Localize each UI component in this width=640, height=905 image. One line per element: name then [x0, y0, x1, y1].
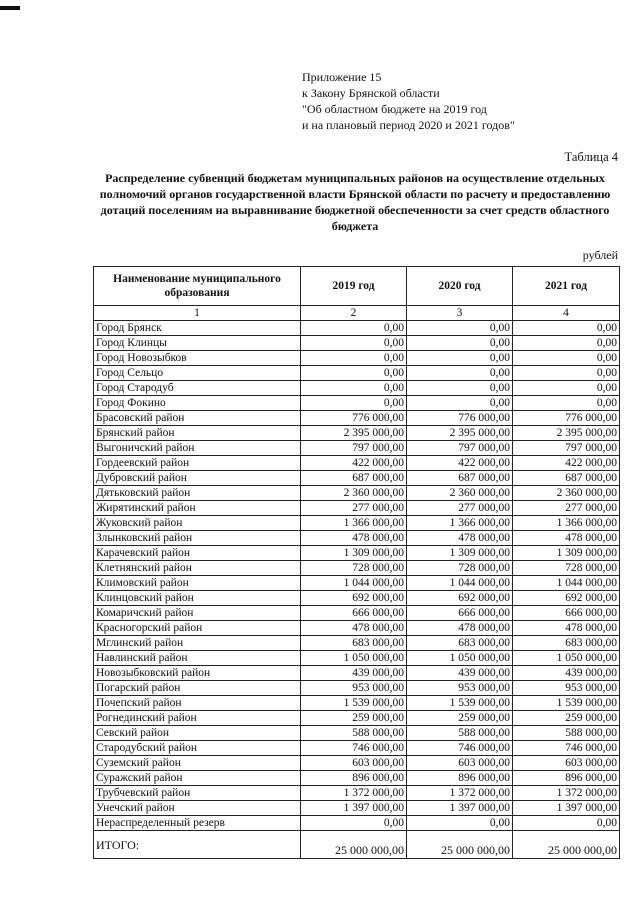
appendix-line-4: и на плановый период 2020 и 2021 годов" [302, 118, 515, 132]
table-row [94, 396, 620, 411]
value-2020: 1 309 000,00 [407, 546, 513, 561]
value-2019: 422 000,00 [301, 456, 407, 471]
table-row [94, 366, 620, 381]
table-row [94, 471, 620, 486]
value-2021: 0,00 [513, 396, 620, 411]
table-row [94, 426, 620, 441]
table-row [94, 441, 620, 456]
value-2020: 0,00 [407, 336, 513, 351]
municipality-name: Рогнединский район [94, 711, 301, 726]
value-2020: 1 044 000,00 [407, 576, 513, 591]
value-2021: 746 000,00 [513, 741, 620, 756]
value-2021: 478 000,00 [513, 531, 620, 546]
value-2021: 422 000,00 [513, 456, 620, 471]
table-row [94, 606, 620, 621]
value-2021: 1 366 000,00 [513, 516, 620, 531]
value-2021: 953 000,00 [513, 681, 620, 696]
table-row [94, 771, 620, 786]
value-2021: 1 044 000,00 [513, 576, 620, 591]
appendix-line-1: Приложение 15 [302, 70, 382, 84]
value-2021: 683 000,00 [513, 636, 620, 651]
value-2020: 692 000,00 [407, 591, 513, 606]
value-2021: 1 372 000,00 [513, 786, 620, 801]
value-2019: 1 044 000,00 [301, 576, 407, 591]
table-row [94, 486, 620, 501]
municipality-name: Город Новозыбков [94, 351, 301, 366]
header-2021: 2021 год [513, 267, 620, 306]
value-2020: 0,00 [407, 381, 513, 396]
header-2020: 2020 год [407, 267, 513, 306]
value-2021: 687 000,00 [513, 471, 620, 486]
table-row [94, 681, 620, 696]
value-2019: 277 000,00 [301, 501, 407, 516]
value-2019: 25 000 000,00 [301, 831, 407, 859]
value-2019: 0,00 [301, 396, 407, 411]
value-2019: 728 000,00 [301, 561, 407, 576]
value-2019: 692 000,00 [301, 591, 407, 606]
value-2021: 2 360 000,00 [513, 486, 620, 501]
value-2020: 277 000,00 [407, 501, 513, 516]
value-2021: 776 000,00 [513, 411, 620, 426]
value-2021: 478 000,00 [513, 621, 620, 636]
column-number: 4 [513, 306, 620, 321]
header-2019: 2019 год [301, 267, 407, 306]
value-2021: 277 000,00 [513, 501, 620, 516]
value-2020: 478 000,00 [407, 621, 513, 636]
value-2019: 478 000,00 [301, 621, 407, 636]
value-2020: 896 000,00 [407, 771, 513, 786]
table-row [94, 411, 620, 426]
value-2021: 692 000,00 [513, 591, 620, 606]
value-2019: 1 539 000,00 [301, 696, 407, 711]
table-row [94, 711, 620, 726]
municipality-name: Мглинский район [94, 636, 301, 651]
table-row [94, 801, 620, 816]
value-2019: 0,00 [301, 336, 407, 351]
column-number: 1 [94, 306, 301, 321]
column-number-row [94, 306, 620, 321]
value-2019: 953 000,00 [301, 681, 407, 696]
municipality-name: Красногорский район [94, 621, 301, 636]
value-2021: 259 000,00 [513, 711, 620, 726]
value-2019: 1 372 000,00 [301, 786, 407, 801]
municipality-name: Дятьковский район [94, 486, 301, 501]
appendix-line-3: "Об областном бюджете на 2019 год [302, 102, 487, 116]
value-2019: 0,00 [301, 816, 407, 831]
appendix-line-2: к Закону Брянской области [302, 86, 440, 100]
value-2021: 728 000,00 [513, 561, 620, 576]
value-2021: 25 000 000,00 [513, 831, 620, 859]
value-2021: 1 309 000,00 [513, 546, 620, 561]
municipality-name: Карачевский район [94, 546, 301, 561]
value-2019: 746 000,00 [301, 741, 407, 756]
table-row [94, 591, 620, 606]
municipality-name: Погарский район [94, 681, 301, 696]
value-2020: 687 000,00 [407, 471, 513, 486]
municipality-name: Жирятинский район [94, 501, 301, 516]
municipality-name: Нераспределенный резерв [94, 816, 301, 831]
municipality-name: Севский район [94, 726, 301, 741]
value-2021: 0,00 [513, 381, 620, 396]
value-2020: 478 000,00 [407, 531, 513, 546]
value-2021: 1 050 000,00 [513, 651, 620, 666]
municipality-name: Комаричский район [94, 606, 301, 621]
municipality-name: Город Стародуб [94, 381, 301, 396]
municipality-name: Брасовский район [94, 411, 301, 426]
table-row [94, 516, 620, 531]
value-2020: 2 360 000,00 [407, 486, 513, 501]
value-2020: 588 000,00 [407, 726, 513, 741]
column-number: 2 [301, 306, 407, 321]
table-row [94, 786, 620, 801]
value-2019: 603 000,00 [301, 756, 407, 771]
value-2020: 0,00 [407, 351, 513, 366]
value-2020: 1 372 000,00 [407, 786, 513, 801]
table-row [94, 456, 620, 471]
table-row [94, 321, 620, 336]
table-row [94, 816, 620, 831]
municipality-name: Злынковский район [94, 531, 301, 546]
value-2019: 478 000,00 [301, 531, 407, 546]
table-row [94, 561, 620, 576]
table-row [94, 621, 620, 636]
value-2019: 0,00 [301, 321, 407, 336]
value-2020: 1 050 000,00 [407, 651, 513, 666]
column-number: 3 [407, 306, 513, 321]
table-row [94, 336, 620, 351]
municipality-name: Город Фокино [94, 396, 301, 411]
value-2019: 259 000,00 [301, 711, 407, 726]
value-2020: 776 000,00 [407, 411, 513, 426]
value-2019: 588 000,00 [301, 726, 407, 741]
table-row [94, 696, 620, 711]
municipality-name: Суземский район [94, 756, 301, 771]
municipality-name: Трубчевский район [94, 786, 301, 801]
value-2020: 25 000 000,00 [407, 831, 513, 859]
municipality-name: Новозыбковский район [94, 666, 301, 681]
table-row [94, 351, 620, 366]
table-row [94, 531, 620, 546]
municipality-name: Унечский район [94, 801, 301, 816]
value-2020: 0,00 [407, 816, 513, 831]
table-row [94, 576, 620, 591]
value-2020: 439 000,00 [407, 666, 513, 681]
value-2019: 0,00 [301, 381, 407, 396]
municipality-name: Клетнянский район [94, 561, 301, 576]
municipality-name: Дубровский район [94, 471, 301, 486]
value-2020: 666 000,00 [407, 606, 513, 621]
value-2019: 2 360 000,00 [301, 486, 407, 501]
municipality-name: Брянский район [94, 426, 301, 441]
value-2020: 259 000,00 [407, 711, 513, 726]
value-2021: 603 000,00 [513, 756, 620, 771]
value-2021: 2 395 000,00 [513, 426, 620, 441]
municipality-name: Навлинский район [94, 651, 301, 666]
value-2021: 0,00 [513, 321, 620, 336]
table-row [94, 501, 620, 516]
value-2020: 1 397 000,00 [407, 801, 513, 816]
value-2020: 953 000,00 [407, 681, 513, 696]
value-2019: 896 000,00 [301, 771, 407, 786]
value-2019: 1 050 000,00 [301, 651, 407, 666]
value-2019: 1 309 000,00 [301, 546, 407, 561]
municipality-name: Климовский район [94, 576, 301, 591]
value-2020: 728 000,00 [407, 561, 513, 576]
table-row [94, 546, 620, 561]
municipality-name: Стародубский район [94, 741, 301, 756]
municipality-name: Клинцовский район [94, 591, 301, 606]
municipality-name: Гордеевский район [94, 456, 301, 471]
table-header-row [94, 267, 620, 306]
value-2020: 0,00 [407, 366, 513, 381]
value-2020: 422 000,00 [407, 456, 513, 471]
total-row [94, 831, 620, 859]
value-2020: 0,00 [407, 321, 513, 336]
value-2019: 776 000,00 [301, 411, 407, 426]
value-2019: 1 397 000,00 [301, 801, 407, 816]
value-2020: 2 395 000,00 [407, 426, 513, 441]
municipality-name: Почепский район [94, 696, 301, 711]
municipality-name: Выгоничский район [94, 441, 301, 456]
value-2020: 1 539 000,00 [407, 696, 513, 711]
value-2021: 1 397 000,00 [513, 801, 620, 816]
subventions-table [93, 266, 620, 859]
value-2021: 797 000,00 [513, 441, 620, 456]
value-2021: 0,00 [513, 351, 620, 366]
table-row [94, 726, 620, 741]
value-2021: 0,00 [513, 816, 620, 831]
value-2019: 1 366 000,00 [301, 516, 407, 531]
value-2021: 1 539 000,00 [513, 696, 620, 711]
value-2019: 687 000,00 [301, 471, 407, 486]
value-2020: 1 366 000,00 [407, 516, 513, 531]
header-name: Наименование муниципального образования [94, 267, 301, 306]
table-row [94, 381, 620, 396]
value-2021: 588 000,00 [513, 726, 620, 741]
value-2021: 439 000,00 [513, 666, 620, 681]
document-title: Распределение субвенций бюджетам муниципальных районов на осуществление отдельных полномочий органов государственной власти Брянской области по расчету и предоставлению дотаций поселениям на выравнивание бюджетной обеспеченности за счет средств областного бюджета [99, 171, 611, 233]
table-row [94, 666, 620, 681]
table-row [94, 756, 620, 771]
municipality-name: Город Брянск [94, 321, 301, 336]
value-2019: 2 395 000,00 [301, 426, 407, 441]
value-2019: 0,00 [301, 366, 407, 381]
table-row [94, 636, 620, 651]
scan-corner-mark [0, 6, 20, 10]
municipality-name: Суражский район [94, 771, 301, 786]
value-2020: 0,00 [407, 396, 513, 411]
value-2019: 666 000,00 [301, 606, 407, 621]
table-row [94, 651, 620, 666]
value-2019: 797 000,00 [301, 441, 407, 456]
table-row [94, 741, 620, 756]
units-label: рублей [582, 248, 618, 262]
value-2021: 896 000,00 [513, 771, 620, 786]
value-2021: 666 000,00 [513, 606, 620, 621]
value-2021: 0,00 [513, 336, 620, 351]
table-label: Таблица 4 [564, 150, 618, 164]
value-2020: 746 000,00 [407, 741, 513, 756]
municipality-name: Город Клинцы [94, 336, 301, 351]
appendix-note [302, 69, 515, 133]
value-2019: 0,00 [301, 351, 407, 366]
value-2019: 683 000,00 [301, 636, 407, 651]
municipality-name: Жуковский район [94, 516, 301, 531]
value-2020: 603 000,00 [407, 756, 513, 771]
value-2021: 0,00 [513, 366, 620, 381]
value-2019: 439 000,00 [301, 666, 407, 681]
municipality-name: Город Сельцо [94, 366, 301, 381]
value-2020: 683 000,00 [407, 636, 513, 651]
municipality-name: ИТОГО: [94, 831, 301, 859]
value-2020: 797 000,00 [407, 441, 513, 456]
